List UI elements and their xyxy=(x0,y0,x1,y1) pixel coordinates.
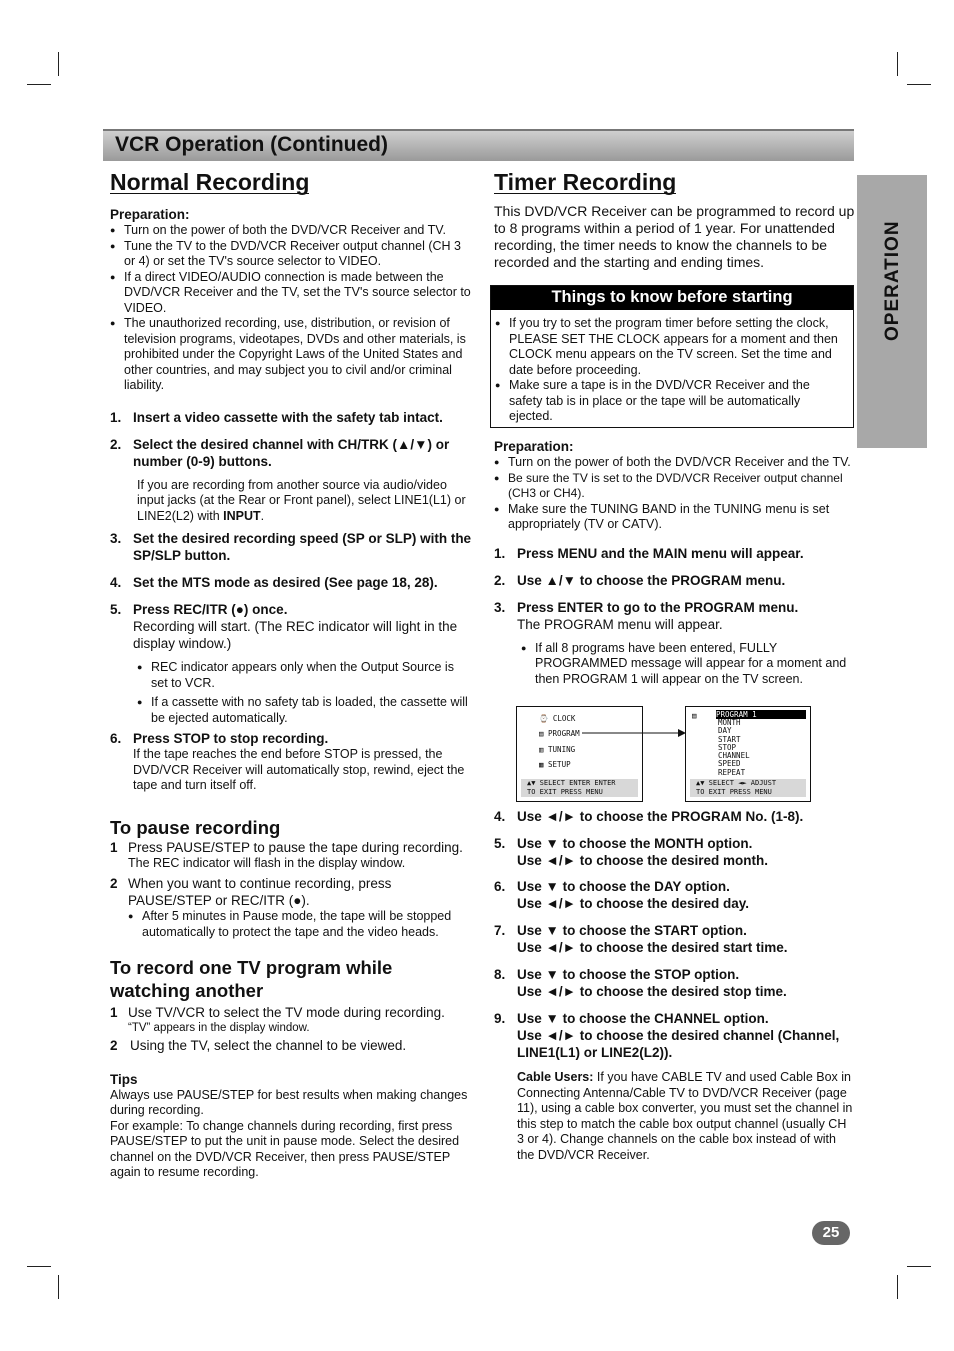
list-item: ● The unauthorized recording, use, distribution, or revision of television programs, videotapes, DVDs and other materials, is prohibited under the Copyright Laws of the United States and other countries, and may subject you to civil and/or criminal liability. xyxy=(110,316,473,394)
cable-users-note: Cable Users: If you have CABLE TV and used Cable Box in Connecting Antenna/Cable TV to DVD/VCR Receiver (page 11), using a cable box converter, you must set the channel in this step to match the cable box output channel (usually CH 3 or 4). Change channels on the cable box instead of with the DVD/VCR Receiver. xyxy=(517,1070,853,1162)
program-header: PROGRAM 1 xyxy=(716,710,806,719)
page-header-title: VCR Operation (Continued) xyxy=(115,133,388,156)
menu-item-program: ▤ PROGRAM xyxy=(539,729,580,738)
things-to-know-list xyxy=(491,310,853,425)
menu-item-tuning: ▥ TUNING xyxy=(539,745,576,754)
tips-label: Tips xyxy=(110,1071,138,1087)
step-1: 1. Insert a video cassette with the safety tab intact. xyxy=(110,409,443,425)
right-column-bottom xyxy=(494,808,856,1163)
main-menu-screen xyxy=(516,706,643,802)
tips-text: Always use PAUSE/STEP for best results when making changes during recording. xyxy=(110,1087,468,1117)
left-column xyxy=(110,169,473,1181)
step-5-bullets xyxy=(110,660,473,726)
step-3-bullet xyxy=(494,641,856,688)
page-number: 25 xyxy=(812,1221,850,1245)
step-5: 5. Use ▼ to choose the MONTH option. Use ◄/► to choose the desired month. xyxy=(494,836,769,868)
step-2: 2. Use ▲/▼ to choose the PROGRAM menu. xyxy=(494,572,786,588)
step-8: 8. Use ▼ to choose the STOP option. Use ◄/► to choose the desired stop time. xyxy=(494,967,787,999)
crop-mark xyxy=(907,1266,931,1267)
crop-mark xyxy=(27,1266,51,1267)
list-item: ● Make sure a tape is in the DVD/VCR Receiver and the safety tab is in place or the tape will be automatically ejected. xyxy=(495,378,845,425)
crop-mark xyxy=(58,1275,59,1299)
normal-recording-title: Normal Recording xyxy=(110,169,310,195)
preparation-list xyxy=(494,455,856,533)
right-column-top xyxy=(494,169,856,271)
arrow-icon xyxy=(582,726,686,740)
step-7: 7. Use ▼ to choose the START option. Use ◄/► to choose the desired start time. xyxy=(494,923,788,955)
things-to-know-title: Things to know before starting xyxy=(491,286,853,310)
pause-step-1: 1 Press PAUSE/STEP to pause the tape during recording. xyxy=(110,839,463,855)
menu-item-setup: ▦ SETUP xyxy=(539,760,571,769)
timer-intro: This DVD/VCR Receiver can be programmed to record up to 8 programs within a period of 1 year. For unattended recording, the timer needs to know the channels to be recorded and the starting and ending times. xyxy=(494,203,855,270)
timer-recording-title: Timer Recording xyxy=(494,169,677,195)
list-item: ● After 5 minutes in Pause mode, the tape will be stopped automatically to protect the tape and the video heads. xyxy=(128,909,473,940)
crop-mark xyxy=(58,52,59,76)
section-tab-label: OPERATION xyxy=(882,220,903,341)
pause-step-2: 2 When you want to continue recording, press PAUSE/STEP or REC/ITR (●). xyxy=(110,876,392,908)
program-menu-screen xyxy=(685,706,811,802)
step-1: 1. Press MENU and the MAIN menu will appear. xyxy=(494,545,804,561)
list-item: ● If a direct VIDEO/AUDIO connection is made between the DVD/VCR Receiver and the TV, set the TV's source selector to VIDEO. xyxy=(110,270,473,317)
program-icon: ▤ xyxy=(692,711,697,720)
watch-step-2: 2 Using the TV, select the channel to be viewed. xyxy=(110,1037,407,1053)
preparation-list xyxy=(110,223,473,394)
header-bar xyxy=(103,129,854,161)
list-item: ● Turn on the power of both the DVD/VCR Receiver and TV. xyxy=(110,223,473,239)
step-2: 2. Select the desired channel with CH/TRK (▲/▼) or number (0-9) buttons. xyxy=(110,436,450,469)
step-5: 5. Press REC/ITR (●) once. Recording will start. (The REC indicator will light in the display window.) xyxy=(110,602,458,651)
menu-item-clock: ⌚ CLOCK xyxy=(539,714,576,723)
watch-step-1: 1 Use TV/VCR to select the TV mode during recording. xyxy=(110,1005,445,1020)
pause-recording-title: To pause recording xyxy=(110,816,281,838)
menu-help-bar: ▲▼ SELECT ◄► ADJUST TO EXIT PRESS MENU xyxy=(690,779,806,797)
crop-mark xyxy=(907,84,931,85)
step-9: 9. Use ▼ to choose the CHANNEL option. Use ◄/► to choose the desired channel (Channel, LINE1(L1) or LINE2(L2)). xyxy=(494,1011,840,1060)
step-6-text: If the tape reaches the end before STOP is pressed, the DVD/VCR Receiver will automatically stop, rewind, eject the tape and turn itself off. xyxy=(133,747,465,792)
list-item: ● If a cassette with no safety tab is loaded, the cassette will be ejected automatically. xyxy=(137,695,473,726)
pause-step-1-note: The REC indicator will flash in the display window. xyxy=(128,855,406,870)
step-2-note: If you are recording from another source via audio/video input jacks (at the Rear or Front panel), select LINE1(L1) or LINE2(L2) with INPUT. xyxy=(137,477,466,523)
step-4: 4. Set the MTS mode as desired (See page 18, 28). xyxy=(110,575,438,590)
record-while-watching-title: To record one TV program while watching another xyxy=(110,957,393,1001)
right-column-steps xyxy=(494,438,856,687)
step-4: 4. Use ◄/► to choose the PROGRAM No. (1-8). xyxy=(494,809,804,824)
things-to-know-box xyxy=(490,285,854,428)
list-item: ● If all 8 programs have been entered, FULLY PROGRAMMED message will appear for a moment and then PROGRAM 1 will appear on the TV screen. xyxy=(521,641,856,688)
list-item: ● Make sure the TUNING BAND in the TUNING menu is set appropriately (TV or CATV). xyxy=(494,502,856,533)
menu-help-bar: ▲▼ SELECT ENTER ENTER TO EXIT PRESS MENU xyxy=(521,779,638,797)
list-item: ● REC indicator appears only when the Output Source is set to VCR. xyxy=(137,660,473,691)
watch-step-1-note: “TV” appears in the display window. xyxy=(128,1022,310,1034)
list-item: ● Tune the TV to the DVD/VCR Receiver output channel (CH 3 or 4) or set the TV's source selector to VIDEO. xyxy=(110,239,473,270)
step-6: 6. Use ▼ to choose the DAY option. Use ◄/► to choose the desired day. xyxy=(494,879,750,911)
pause-step-2-bullet xyxy=(110,909,473,940)
preparation-label: Preparation: xyxy=(110,207,190,222)
crop-mark xyxy=(897,52,898,76)
crop-mark xyxy=(27,84,51,85)
step-6: 6. Press STOP to stop recording. xyxy=(110,731,329,746)
preparation-label: Preparation: xyxy=(494,439,574,454)
step-3: 3. Press ENTER to go to the PROGRAM menu. The PROGRAM menu will appear. xyxy=(494,599,799,632)
crop-mark xyxy=(897,1275,898,1299)
list-item: ● If you try to set the program timer before setting the clock, PLEASE SET THE CLOCK appears for a moment and then CLOCK menu appears on the TV screen. Set the time and date before proceeding. xyxy=(495,316,845,378)
tips-text: For example: To change channels during recording, first press PAUSE/STEP to put the unit in pause mode. Select the desired channel on the DVD/VCR Receiver, then press PAUSE/STEP again to resume recording. xyxy=(110,1118,460,1179)
section-tab xyxy=(857,175,927,448)
step-3: 3. Set the desired recording speed (SP or SLP) with the SP/SLP button. xyxy=(110,531,472,563)
program-items: MONTH DAY START STOP CHANNEL SPEED REPEAT xyxy=(718,718,750,777)
list-item: ● Turn on the power of both the DVD/VCR Receiver and the TV. xyxy=(494,455,856,471)
list-item: ● Be sure the TV is set to the DVD/VCR Receiver output channel (CH3 or CH4). xyxy=(494,471,856,502)
